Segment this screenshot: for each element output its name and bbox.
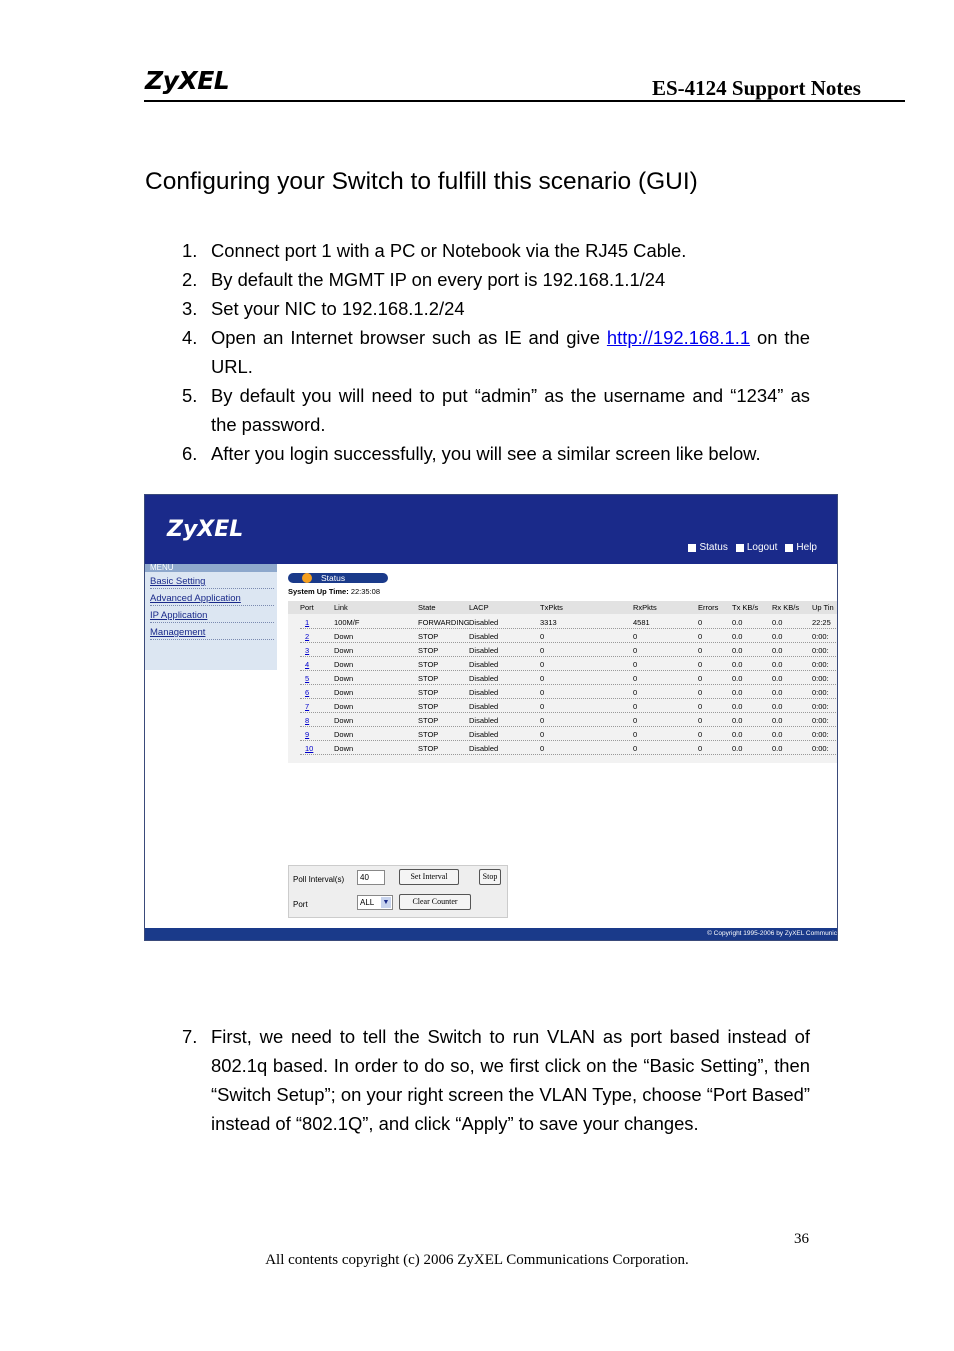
table-cell: 0.0: [772, 660, 783, 669]
table-cell: 0: [633, 646, 638, 655]
table-cell: Down: [334, 674, 354, 683]
table-cell: STOP: [418, 632, 439, 641]
list-item: 6. After you login successfully, you will see a similar screen like below.: [182, 443, 761, 464]
table-cell: 0.0: [732, 730, 743, 739]
table-cell: 0.0: [772, 646, 783, 655]
table-cell: 0: [633, 730, 638, 739]
table-cell: 0.0: [732, 632, 743, 641]
port-select[interactable]: ALL ▼: [357, 895, 393, 910]
nav-logout[interactable]: Logout: [736, 542, 778, 553]
chevron-down-icon: ▼: [382, 899, 390, 906]
table-cell: FORWARDING: [418, 618, 470, 627]
port-link[interactable]: 9: [305, 730, 310, 739]
table-cell: 0.0: [732, 618, 743, 627]
gui-footer: © Copyright 1995-2006 by ZyXEL Communic: [145, 928, 837, 940]
table-cell: Down: [334, 646, 354, 655]
help-icon: [785, 544, 793, 552]
table-cell: 0: [633, 688, 638, 697]
table-row: [300, 629, 838, 643]
table-cell: 0:00:: [812, 632, 829, 641]
table-cell: 0: [698, 716, 703, 725]
poll-interval-label: Poll Interval(s): [293, 875, 345, 884]
clear-counter-button[interactable]: Clear Counter: [399, 894, 471, 910]
column-header: Rx KB/s: [772, 603, 800, 612]
port-link[interactable]: 2: [305, 632, 310, 641]
header-rule: [144, 100, 905, 102]
table-cell: 0: [540, 716, 545, 725]
menu-ip-application[interactable]: IP Application: [150, 609, 274, 623]
nav-help[interactable]: Help: [785, 542, 817, 553]
table-cell: 3313: [540, 618, 557, 627]
table-cell: 0: [698, 674, 703, 683]
table-cell: 0.0: [732, 688, 743, 697]
table-cell: STOP: [418, 744, 439, 753]
table-cell: Disabled: [469, 702, 499, 711]
table-cell: 0.0: [772, 632, 783, 641]
port-link[interactable]: 10: [305, 744, 314, 753]
list-item: 1. Connect port 1 with a PC or Notebook via the RJ45 Cable.: [182, 240, 687, 261]
column-header: LACP: [469, 603, 489, 612]
table-cell: Disabled: [469, 730, 499, 739]
port-link[interactable]: 5: [305, 674, 310, 683]
table-cell: 0: [698, 618, 703, 627]
table-cell: 0: [540, 744, 545, 753]
table-cell: 0: [698, 688, 703, 697]
doc-title: ES-4124 Support Notes: [652, 76, 861, 100]
table-row: [300, 741, 838, 755]
table-cell: 0: [633, 660, 638, 669]
table-cell: STOP: [418, 674, 439, 683]
table-cell: 0: [698, 646, 703, 655]
gui-logo: ZyXEL: [167, 517, 244, 542]
set-interval-button[interactable]: Set Interval: [399, 869, 459, 885]
table-row: [300, 643, 838, 657]
table-cell: STOP: [418, 702, 439, 711]
menu-basic-setting[interactable]: Basic Setting: [150, 575, 274, 589]
table-cell: 0: [633, 632, 638, 641]
nav-status[interactable]: Status: [688, 542, 727, 553]
column-header: Port: [300, 603, 314, 612]
table-cell: 0: [540, 688, 545, 697]
table-cell: 0.0: [732, 744, 743, 753]
column-header: Tx KB/s: [732, 603, 759, 612]
table-cell: 0.0: [772, 730, 783, 739]
table-cell: 0:00:: [812, 660, 829, 669]
table-cell: 22:25: [812, 618, 831, 627]
table-cell: 0: [698, 660, 703, 669]
gui-banner: [145, 495, 837, 564]
column-header: Link: [334, 603, 348, 612]
steps-list-continued: [182, 1022, 810, 1138]
table-cell: Down: [334, 744, 354, 753]
table-cell: 0: [540, 674, 545, 683]
column-header: State: [418, 603, 436, 612]
table-row: [300, 671, 838, 685]
section-heading: Configuring your Switch to fulfill this scenario (GUI): [145, 168, 698, 195]
list-item: 4. Open an Internet browser such as IE and give http://192.168.1.1 on the URL.: [182, 327, 810, 377]
menu-title: MENU: [145, 564, 277, 572]
table-row: [300, 685, 838, 699]
poll-controls: [288, 865, 508, 918]
poll-interval-input[interactable]: 40: [357, 870, 385, 885]
table-cell: 100M/F: [334, 618, 360, 627]
table-cell: 0: [698, 702, 703, 711]
status-icon: [688, 544, 696, 552]
table-cell: 0: [698, 632, 703, 641]
table-cell: 0.0: [732, 646, 743, 655]
menu-management[interactable]: Management: [150, 626, 274, 640]
table-cell: 0.0: [732, 702, 743, 711]
list-item: 7. First, we need to tell the Switch to run VLAN as port based instead of 802.1q based. In order to do so, we first click on the “Basic Setting”, then “Switch Setup”; on your right screen the VLAN Type, choose “Port Based” instead of “802.1Q”, and click “Apply” to save your changes.: [182, 1026, 810, 1134]
table-cell: Disabled: [469, 688, 499, 697]
switch-gui-screenshot: [144, 494, 838, 941]
table-cell: 0:00:: [812, 702, 829, 711]
table-cell: Down: [334, 730, 354, 739]
table-row: [300, 727, 838, 741]
table-cell: 0.0: [772, 716, 783, 725]
table-cell: STOP: [418, 730, 439, 739]
zyxel-logo: ZyXEL: [145, 66, 230, 95]
table-cell: 0:00:: [812, 730, 829, 739]
list-item: 2. By default the MGMT IP on every port is 192.168.1.1/24: [182, 269, 666, 290]
port-link[interactable]: 6: [305, 688, 310, 697]
table-cell: 0.0: [732, 660, 743, 669]
table-cell: 0: [540, 646, 545, 655]
table-cell: 4581: [633, 618, 650, 627]
column-header: Up Tin: [812, 603, 834, 612]
port-link[interactable]: 4: [305, 660, 310, 669]
table-cell: STOP: [418, 660, 439, 669]
stop-button[interactable]: Stop: [479, 869, 501, 885]
port-status-table: [288, 601, 838, 763]
column-header: Errors: [698, 603, 719, 612]
table-row: [300, 699, 838, 713]
list-item: 3. Set your NIC to 192.168.1.2/24: [182, 298, 465, 319]
port-label: Port: [293, 900, 308, 909]
table-cell: Down: [334, 632, 354, 641]
gui-menu: [145, 564, 277, 670]
table-cell: STOP: [418, 688, 439, 697]
table-row: [300, 713, 838, 727]
table-cell: Down: [334, 660, 354, 669]
status-dot-icon: [302, 573, 312, 583]
logout-icon: [736, 544, 744, 552]
table-cell: Disabled: [469, 646, 499, 655]
table-cell: 0:00:: [812, 646, 829, 655]
table-cell: 0: [698, 744, 703, 753]
router-url-link[interactable]: http://192.168.1.1: [606, 327, 751, 348]
page-number: 36: [794, 1231, 809, 1247]
system-uptime: System Up Time: 22:35:08: [288, 587, 381, 596]
table-cell: 0: [540, 702, 545, 711]
table-cell: 0: [540, 660, 545, 669]
table-cell: 0: [633, 716, 638, 725]
table-cell: 0: [698, 730, 703, 739]
port-link[interactable]: 8: [305, 716, 310, 725]
table-cell: Down: [334, 716, 354, 725]
table-cell: STOP: [418, 716, 439, 725]
column-header: RxPkts: [633, 603, 657, 612]
table-cell: 0.0: [732, 674, 743, 683]
table-cell: Disabled: [469, 674, 499, 683]
table-cell: 0.0: [772, 688, 783, 697]
table-cell: Disabled: [469, 716, 499, 725]
table-cell: 0:00:: [812, 674, 829, 683]
port-link[interactable]: 7: [305, 702, 310, 711]
table-cell: STOP: [418, 646, 439, 655]
port-link[interactable]: 1: [305, 618, 310, 627]
table-cell: Down: [334, 702, 354, 711]
table-cell: Disabled: [469, 660, 499, 669]
status-tab: Status: [288, 573, 388, 583]
table-cell: 0.0: [772, 618, 783, 627]
column-header: TxPkts: [540, 603, 563, 612]
table-cell: Disabled: [469, 618, 499, 627]
table-cell: 0: [540, 632, 545, 641]
table-cell: 0: [633, 744, 638, 753]
table-cell: 0: [633, 674, 638, 683]
steps-list: [182, 236, 810, 468]
list-item: 5. By default you will need to put “admin” as the username and “1234” as the password.: [182, 385, 810, 435]
table-cell: 0.0: [772, 702, 783, 711]
table-cell: 0:00:: [812, 744, 829, 753]
table-cell: 0: [633, 702, 638, 711]
table-cell: Disabled: [469, 632, 499, 641]
table-row: [300, 657, 838, 671]
table-row: [300, 615, 838, 629]
table-cell: Disabled: [469, 744, 499, 753]
table-cell: 0.0: [772, 674, 783, 683]
port-link[interactable]: 3: [305, 646, 310, 655]
table-cell: 0: [540, 730, 545, 739]
menu-advanced-application[interactable]: Advanced Application: [150, 592, 274, 606]
copyright-footer: All contents copyright (c) 2006 ZyXEL Communications Corporation.: [265, 1252, 689, 1268]
gui-top-nav: [688, 542, 817, 553]
table-cell: Down: [334, 688, 354, 697]
table-cell: 0:00:: [812, 688, 829, 697]
table-cell: 0.0: [732, 716, 743, 725]
table-cell: 0:00:: [812, 716, 829, 725]
table-cell: 0.0: [772, 744, 783, 753]
